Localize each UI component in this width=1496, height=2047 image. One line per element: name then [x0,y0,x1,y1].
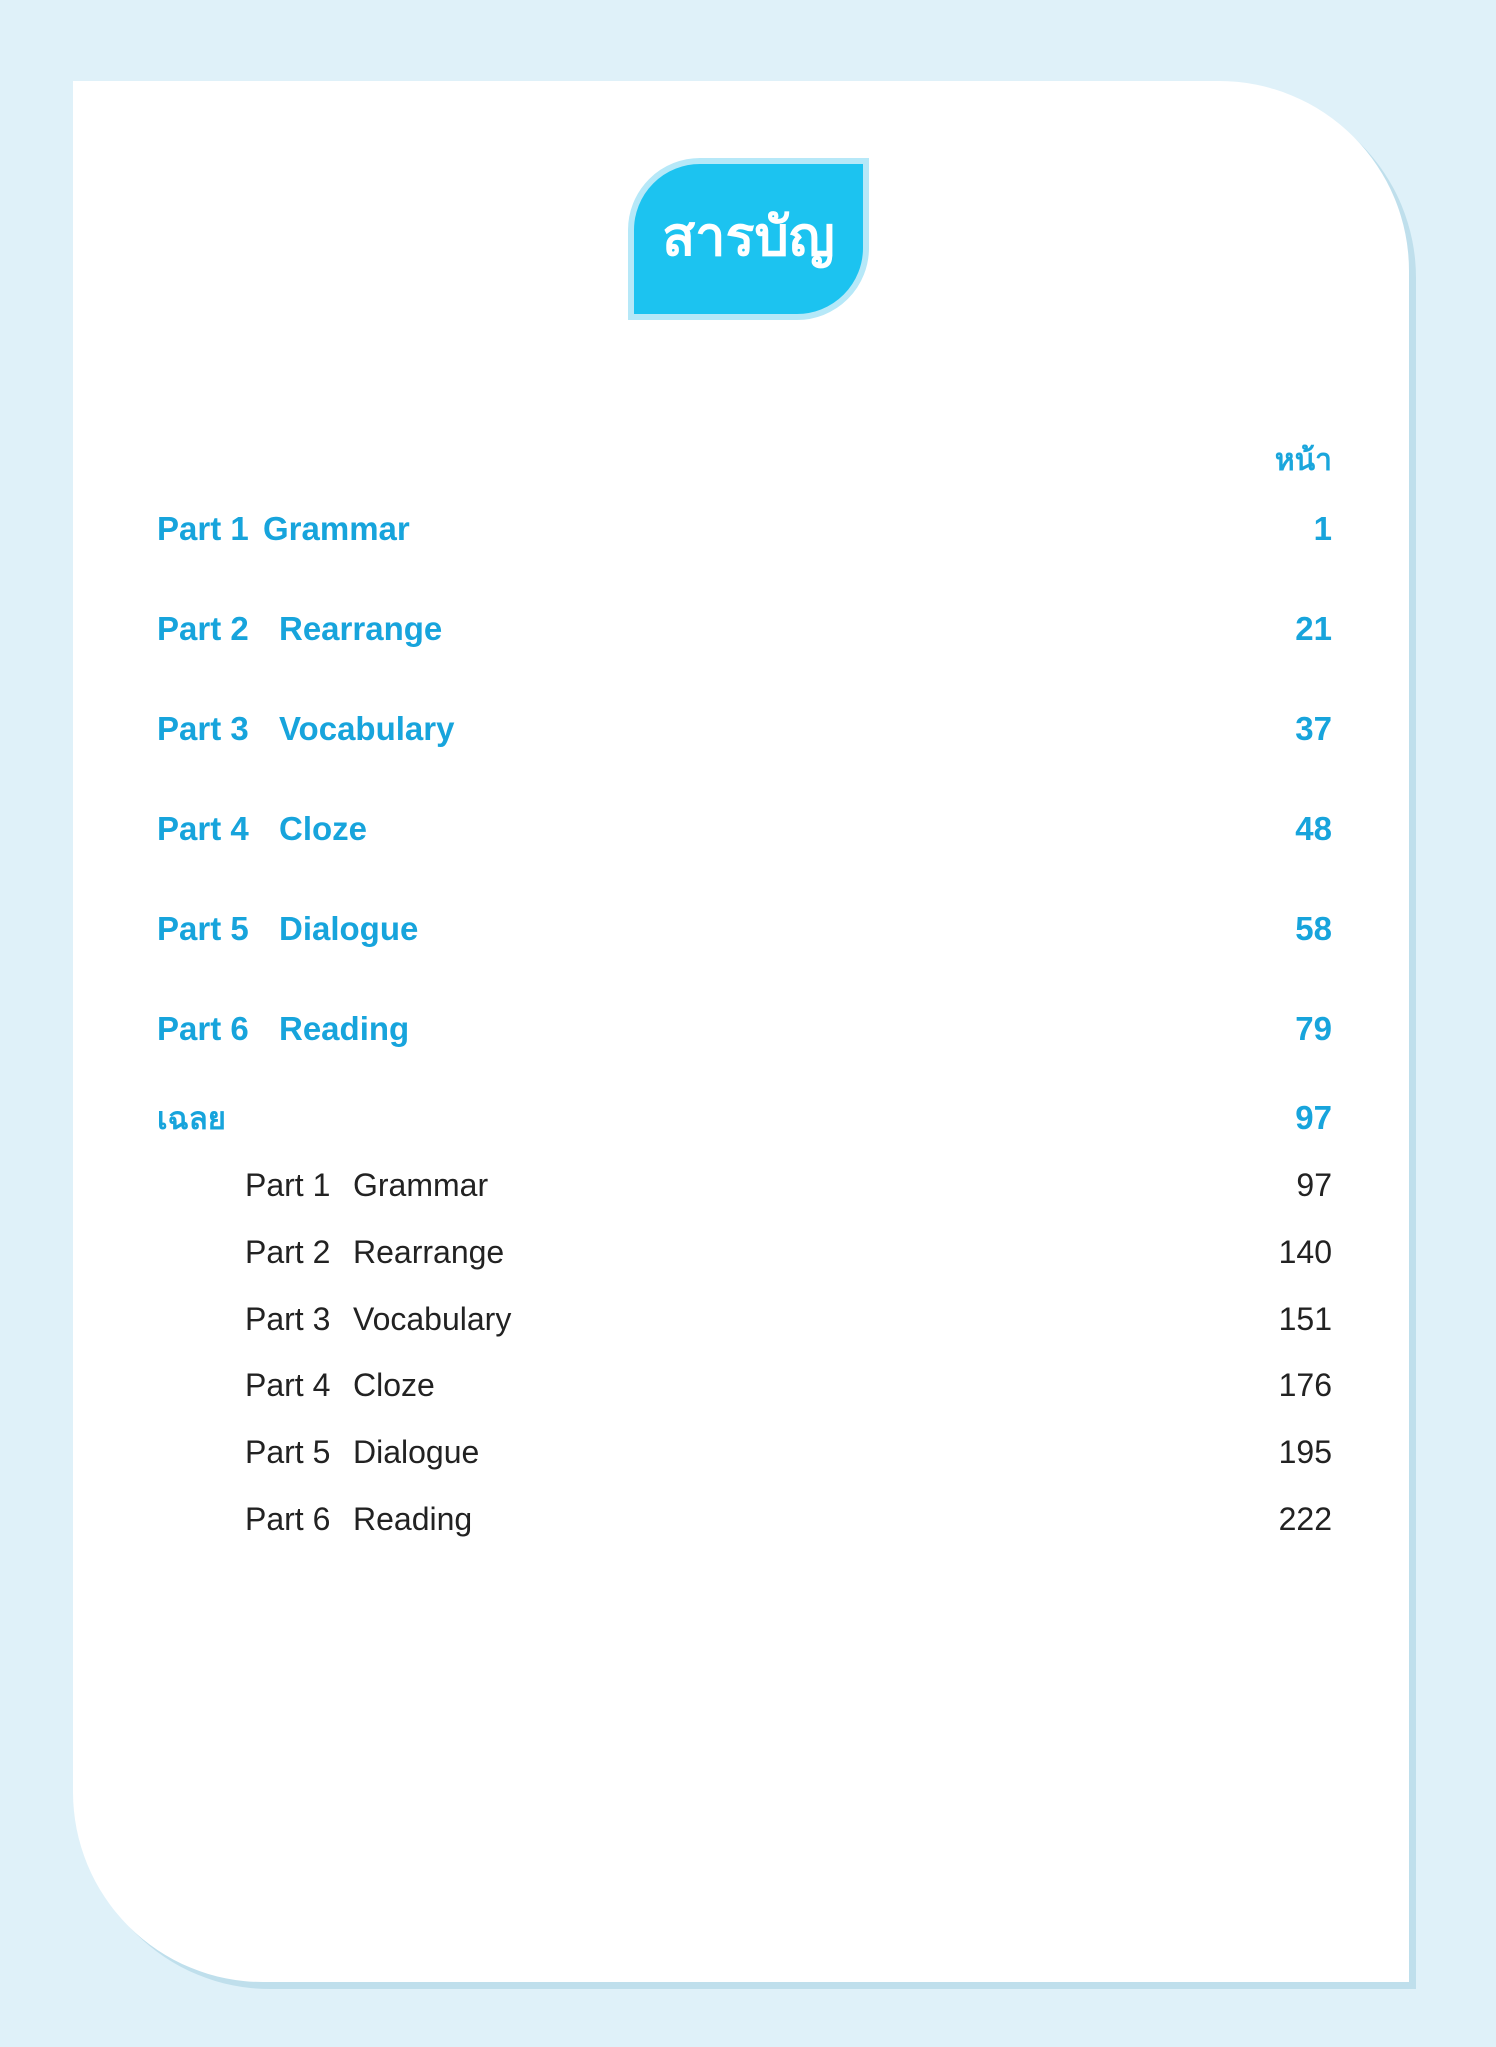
toc-part-number: Part 5 [157,910,249,947]
toc-page-number: 48 [1295,810,1332,847]
toc-page-number: 37 [1295,710,1332,747]
toc-part-number: Part 2 [245,1233,331,1270]
toc-part-number: Part 6 [245,1500,331,1537]
toc-part-name: Grammar [263,510,410,547]
toc-title: สารบัญ [662,205,835,268]
toc-part-name: Vocabulary [279,710,455,747]
toc-answers-entry[interactable] [157,1096,1332,1140]
toc-part-number: Part 6 [157,1010,249,1047]
toc-part-number: Part 1 [245,1166,331,1203]
toc-part-number: Part 3 [157,710,249,747]
toc-part-number: Part 4 [245,1366,331,1403]
toc-entry[interactable] [157,1007,1332,1051]
toc-sub-entry[interactable] [245,1363,1332,1407]
toc-part-name: Vocabulary [353,1300,512,1337]
toc-page-number: 1 [1313,510,1332,547]
toc-sub-entry[interactable] [245,1230,1332,1274]
toc-part-number: Part 4 [157,810,249,847]
toc-title-tab [628,158,869,320]
toc-part-name: Reading [353,1500,473,1537]
toc-part-number: Part 3 [245,1300,331,1337]
toc-page-number: 58 [1295,910,1332,947]
toc-page-number: 151 [1278,1300,1332,1337]
toc-page-number: 195 [1278,1433,1332,1470]
toc-page-number: 97 [1296,1166,1332,1203]
toc-entry[interactable] [157,807,1332,851]
toc-sub-entry[interactable] [245,1163,1332,1207]
toc-page-number: 97 [1295,1099,1332,1136]
toc-part-name: Rearrange [353,1233,505,1270]
toc-page-number: 176 [1278,1366,1332,1403]
toc-entry[interactable] [157,907,1332,951]
toc-part-number: Part 5 [245,1433,331,1470]
answers-label: เฉลย [157,1101,226,1137]
toc-sub-entry[interactable] [245,1430,1332,1474]
toc-entry[interactable] [157,607,1332,651]
toc-sub-entry[interactable] [245,1297,1332,1341]
toc-part-name: Dialogue [279,910,419,947]
toc-part-name: Rearrange [279,610,443,647]
toc-entry[interactable] [157,507,1332,551]
toc-page-number: 140 [1278,1233,1332,1270]
toc-page-number: 79 [1295,1010,1332,1047]
toc-part-number: Part 1 [157,510,249,547]
toc-part-name: Cloze [279,810,368,847]
toc-part-name: Reading [279,1010,410,1047]
toc-page-number: 21 [1295,610,1332,647]
toc-part-number: Part 2 [157,610,249,647]
toc-sub-entry[interactable] [245,1497,1332,1541]
toc-entry[interactable] [157,707,1332,751]
page-column-label: หน้า [1274,443,1332,478]
toc-part-name: Cloze [353,1366,435,1403]
toc-part-name: Grammar [353,1166,489,1203]
toc-page-number: 222 [1278,1500,1332,1537]
toc-part-name: Dialogue [353,1433,480,1470]
